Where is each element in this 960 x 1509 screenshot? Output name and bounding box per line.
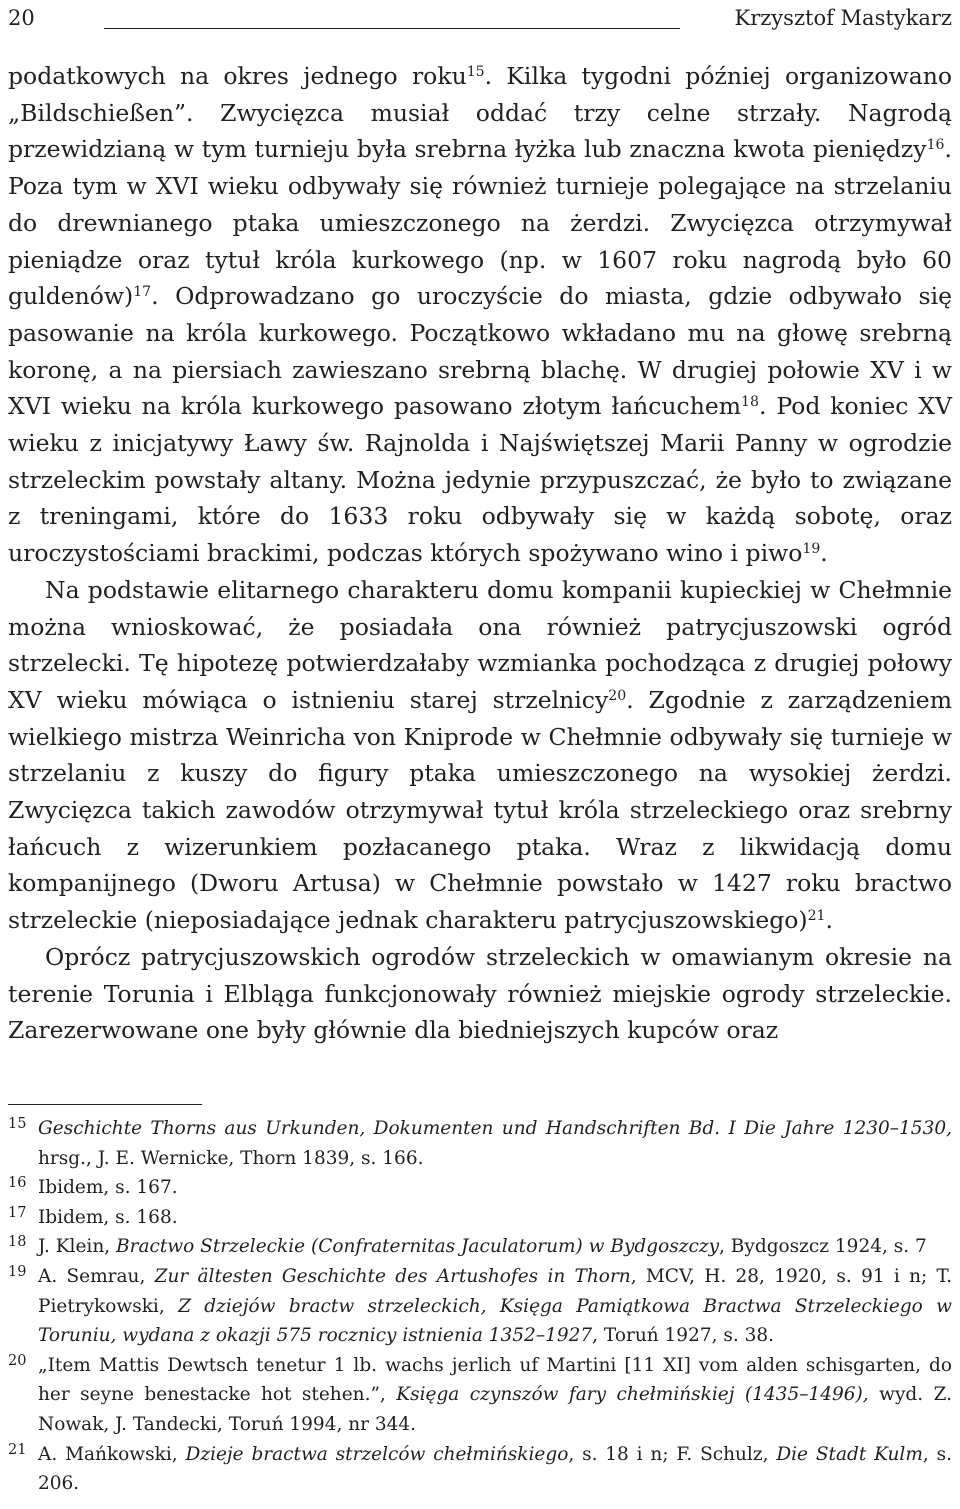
citation-text: Ibidem, s. 168. [38,1206,178,1228]
footnote-21 [8,1440,952,1499]
text-run: . Odprowadzano go uroczyście do miasta, gdzie odbywało się pasowanie na króla kurkowego. Początkowo wkładano mu na głowę srebrną koronę, a na piersiach zawieszano srebrną blachę. W drugiej połowie XV i w XVI wieku na króla kurkowego pasowano złotym łańcuchem [8,282,952,421]
header-rule [104,28,680,29]
citation-title: Zur ältesten Geschichte des Artushofes in Thorn [154,1265,631,1287]
running-head-author: Krzysztof Mastykarz [734,6,952,30]
citation-title: Bractwo Strzeleckie (Confraternitas Jaculatorum) w Bydgoszczy [116,1236,720,1258]
footnote-ref-21[interactable]: 21 [807,907,826,924]
citation-text: „Item Mattis Dewtsch tenetur 1 lb. wachs jerlich uf Martini [11 XI] vom alden schisgarten, do her seyne benestacke hot stehen.”, [38,1354,952,1406]
footnote-16 [8,1173,952,1203]
footnote-ref-15[interactable]: 15 [466,63,485,80]
citation-text: A. Semrau, [38,1265,155,1287]
citation-title: Dzieje bractwa strzelców chełmińskiego [185,1443,569,1465]
text-run: . [820,539,828,568]
citation-text: hrsg., J. E. Wernicke, Thorn 1839, s. 166. [38,1147,424,1169]
citation-text: , s. 18 i n; F. Schulz, [568,1443,777,1465]
citation-text: , Bydgoszcz 1924, s. 7 [719,1236,927,1258]
footnote-15 [8,1114,952,1173]
footnote-number: 17 [8,1204,27,1221]
footnote-number: 19 [8,1263,27,1280]
text-run: Na podstawie elitarnego charakteru domu kompanii kupieckiej w Chełmnie można wnioskować, że posiadała ona również patrycjuszowski ogród strzelecki. Tę hipotezę potwierdzałaby wzmianka pochodząca z drugiej połowy XV wieku mówiąca o istnieniu starej strzelnicy [8,575,952,714]
text-run: Oprócz patrycjuszowskich ogrodów strzeleckich w omawianym okresie na terenie Torunia i Elbląga funkcjonowały również miejskie ogrody strzeleckie. Zarezerwowane one były głównie dla biedniejszych kupców oraz [8,942,952,1045]
citation-text: , s. 206. [38,1443,952,1495]
citation-title: Z dziejów bractw strzeleckich, Księga Pamiątkowa Bractwa Strzeleckiego w Toruniu, wydana z okazji 575 rocznicy istnienia 1352–1927 [38,1295,952,1347]
footnote-20 [8,1351,952,1440]
footnote-separator [8,1104,202,1105]
citation-text: , Toruń 1927, s. 38. [592,1325,775,1347]
citation-text: J. Klein, [38,1236,117,1258]
citation-title: Księga czynszów fary chełmińskiej (1435–1496), [396,1384,869,1406]
footnote-ref-19[interactable]: 19 [802,540,821,557]
text-run: . Kilka tygodni później organizowano „Bildschießen”. Zwycięzca musiał oddać trzy celne strzały. Nagrodą przewidzianą w tym turnieju była srebrna łyżka lub znaczna kwota pieniędzy [8,62,952,164]
text-run: . Zgodnie z zarządzeniem wielkiego mistrza Weinricha von Kniprode w Chełmnie odbywały się turnieje w strzelaniu z kuszy do figury ptaka umieszczonego na wysokiej żerdzi. Zwycięzca takich zawodów otrzymywał tytuł króla strzeleckiego oraz srebrny łańcuch z wizerunkiem pozłacanego ptaka. Wraz z likwidacją domu kompanijnego (Dworu Artusa) w Chełmnie powstało w 1427 roku bractwo strzeleckie (nieposiadające jednak charakteru patrycjuszowskiego) [8,685,952,935]
text-run: podatkowych na okres jednego roku [8,62,467,90]
citation-text: Ibidem, s. 167. [38,1177,178,1199]
footnote-ref-18[interactable]: 18 [741,393,759,410]
paragraph-3 [8,939,952,1049]
citation-text: , MCV, H. 28, 1920, s. 91 i n; T. Pietrykowski, [38,1265,952,1317]
footnote-number: 16 [8,1175,27,1192]
footnote-18 [8,1232,952,1262]
citation-text: A. Mańkowski, [38,1443,186,1465]
text-run: . Poza tym w XVI wieku odbywały się również turnieje polegające na strzelaniu do drewnianego ptaka umieszczonego na żerdzi. Zwycięzca otrzymywał pieniądze oraz tytuł króla kurkowego (np. w 1607 roku nagrodą było 60 guldenów) [8,135,952,311]
footnote-number: 15 [8,1116,27,1132]
footnote-ref-17[interactable]: 17 [133,283,152,300]
page-number: 20 [8,6,35,30]
paragraph-2 [8,572,952,939]
footnote-19 [8,1262,952,1351]
footnote-17 [8,1203,952,1233]
footnote-ref-16[interactable]: 16 [926,136,945,153]
citation-title: Geschichte Thorns aus Urkunden, Dokumenten und Handschriften Bd. I Die Jahre 1230–1530, [38,1118,952,1139]
text-run: . [825,906,834,935]
text-run: . Pod koniec XV wieku z inicjatywy Ławy św. Rajnolda i Najświętszej Marii Panny w ogrodzie strzeleckim powstały altany. Można jedynie przypuszczać, że było to związane z treningami, które do 1633 roku odbywały się w każdą sobotę, oraz uroczystościami brackimi, podczas których spożywano wino i piwo [8,392,952,568]
citation-title: Die Stadt Kulm [776,1443,923,1465]
footnotes [8,1114,952,1499]
paragraph-1 [8,58,952,572]
footnote-ref-20[interactable]: 20 [608,687,627,704]
citation-text: wyd. Z. Nowak, J. Tandecki, Toruń 1994, nr 344. [38,1384,952,1435]
footnote-number: 20 [8,1352,27,1369]
footnote-number: 18 [8,1234,27,1251]
main-text [8,58,952,1049]
footnote-number: 21 [8,1441,27,1458]
running-head [8,6,952,40]
